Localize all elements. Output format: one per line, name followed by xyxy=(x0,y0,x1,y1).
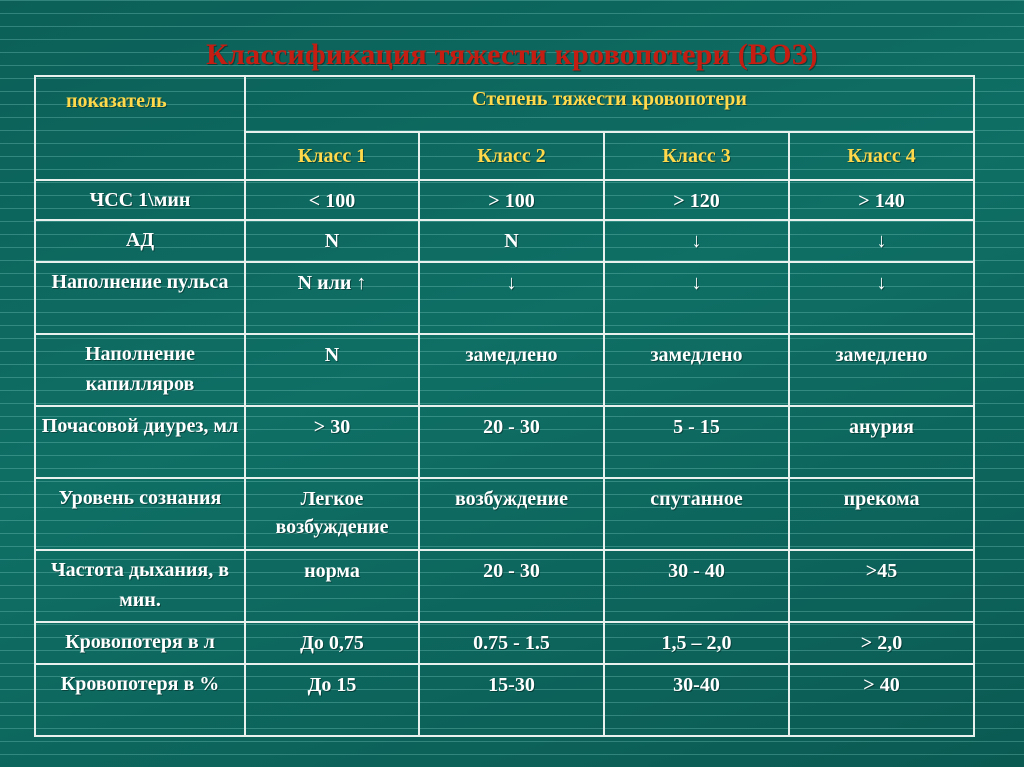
row-label: Наполнение пульса xyxy=(35,262,245,334)
table-row xyxy=(35,180,974,220)
table-row xyxy=(35,220,974,262)
class-header: Класс 4 xyxy=(789,132,974,180)
table-cell: 20 - 30 xyxy=(419,550,604,622)
table-cell: ↓ xyxy=(419,262,604,334)
table-cell: N xyxy=(419,220,604,262)
table-cell: >45 xyxy=(789,550,974,622)
table-cell: 30 - 40 xyxy=(604,550,789,622)
row-label: АД xyxy=(35,220,245,262)
table-cell: 15-30 xyxy=(419,664,604,736)
row-label: Наполнение капилляров xyxy=(35,334,245,406)
table-cell: 0.75 - 1.5 xyxy=(419,622,604,664)
table-cell: 30-40 xyxy=(604,664,789,736)
table-cell: спутанное xyxy=(604,478,789,550)
table-row xyxy=(35,550,974,622)
table-cell: > 120 xyxy=(604,180,789,220)
table-cell: N xyxy=(245,220,419,262)
table-row xyxy=(35,406,974,478)
table-cell: ↓ xyxy=(604,220,789,262)
table-cell: > 40 xyxy=(789,664,974,736)
table-cell: замедлено xyxy=(419,334,604,406)
table-cell: замедлено xyxy=(604,334,789,406)
table-cell: До 15 xyxy=(245,664,419,736)
table-cell: ↓ xyxy=(789,262,974,334)
severity-header: Степень тяжести кровопотери xyxy=(245,76,974,132)
class-header: Класс 2 xyxy=(419,132,604,180)
table-cell: 20 - 30 xyxy=(419,406,604,478)
table-row xyxy=(35,478,974,550)
row-label: ЧСС 1\мин xyxy=(35,180,245,220)
header-row-group xyxy=(35,76,974,132)
table-cell: > 100 xyxy=(419,180,604,220)
table-cell: ↓ xyxy=(604,262,789,334)
table-cell: возбуждение xyxy=(419,478,604,550)
row-label: Частота дыхания, в мин. xyxy=(35,550,245,622)
table-cell: До 0,75 xyxy=(245,622,419,664)
slide-title: Классификация тяжести кровопотери (ВОЗ) xyxy=(206,38,818,71)
table-cell: ↓ xyxy=(789,220,974,262)
table-row xyxy=(35,622,974,664)
indicator-header: показатель xyxy=(35,76,245,180)
row-label: Кровопотеря в л xyxy=(35,622,245,664)
table-cell: > 2,0 xyxy=(789,622,974,664)
table-cell: N xyxy=(245,334,419,406)
blood-loss-table xyxy=(34,75,975,737)
row-label: Кровопотеря в % xyxy=(35,664,245,736)
table-cell: > 140 xyxy=(789,180,974,220)
table-cell: > 30 xyxy=(245,406,419,478)
table-row xyxy=(35,664,974,736)
table-cell: N или ↑ xyxy=(245,262,419,334)
table-cell: норма xyxy=(245,550,419,622)
table-cell: Легкое возбуждение xyxy=(245,478,419,550)
table-cell: 1,5 – 2,0 xyxy=(604,622,789,664)
class-header: Класс 3 xyxy=(604,132,789,180)
table-cell: анурия xyxy=(789,406,974,478)
table-cell: < 100 xyxy=(245,180,419,220)
table-row xyxy=(35,334,974,406)
table-cell: прекома xyxy=(789,478,974,550)
table-row xyxy=(35,262,974,334)
table-cell: 5 - 15 xyxy=(604,406,789,478)
class-header: Класс 1 xyxy=(245,132,419,180)
row-label: Почасовой диурез, мл xyxy=(35,406,245,478)
table-cell: замедлено xyxy=(789,334,974,406)
row-label: Уровень сознания xyxy=(35,478,245,550)
